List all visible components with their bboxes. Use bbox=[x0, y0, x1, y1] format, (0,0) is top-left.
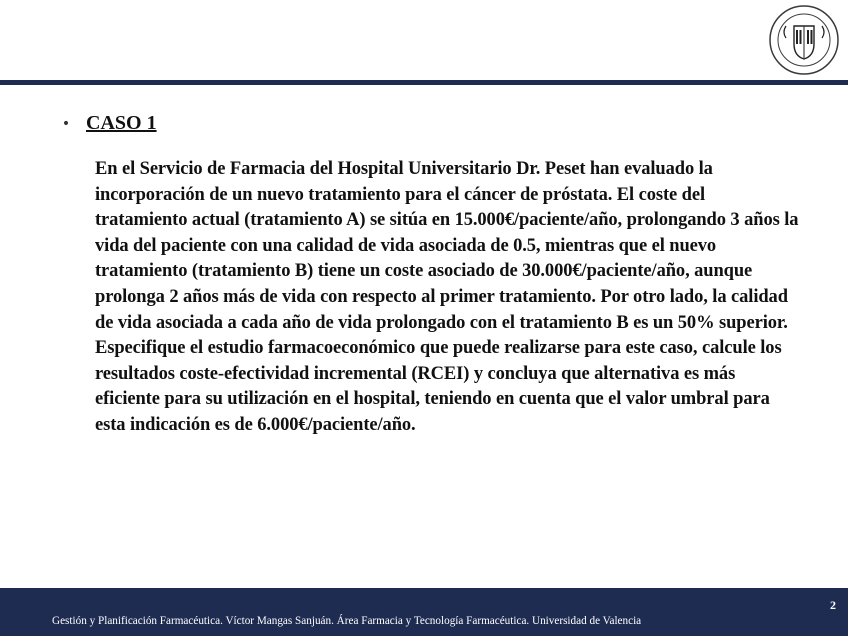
case-title: CASO 1 bbox=[86, 112, 157, 134]
slide-header bbox=[0, 0, 848, 88]
case-description: En el Servicio de Farmacia del Hospital Universitario Dr. Peset han evaluado la incorporación de un nuevo tratamiento para el cáncer de próstata. El coste del tratamiento actual (tratamiento A) se sitúa en 15.000€/paciente/año, prolongando 3 años la vida del paciente con una calidad de vida asociada de 0.5, mientras que el nuevo tratamiento (tratamiento B) tiene un coste asociado de 30.000€/paciente/año, aunque prolonga 2 años más de vida con respecto al primer tratamiento. Por otro lado, la calidad de vida asociada a cada año de vida prolongado con el tratamiento B es un 50% superior. Especifique el estudio farmacoeconómico que puede realizarse para este caso, calcule los resultados coste-efectividad incremental (RCEI) y concluya que alternativa es más eficiente para su utilización en el hospital, teniendo en cuenta que el valor umbral para esta indicación es de 6.000€/paciente/año. bbox=[95, 159, 799, 435]
footer-credits: Gestión y Planificación Farmacéutica. Víctor Mangas Sanjuán. Área Farmacia y Tecnología Farmacéutica. Universidad de Valencia bbox=[52, 615, 642, 627]
case-heading-row bbox=[50, 112, 810, 135]
page-number: 2 bbox=[830, 598, 836, 612]
university-seal-icon bbox=[768, 4, 840, 76]
slide-footer bbox=[0, 588, 848, 636]
bullet-marker: • bbox=[61, 115, 71, 132]
slide-content bbox=[50, 112, 810, 439]
header-divider bbox=[0, 80, 848, 85]
